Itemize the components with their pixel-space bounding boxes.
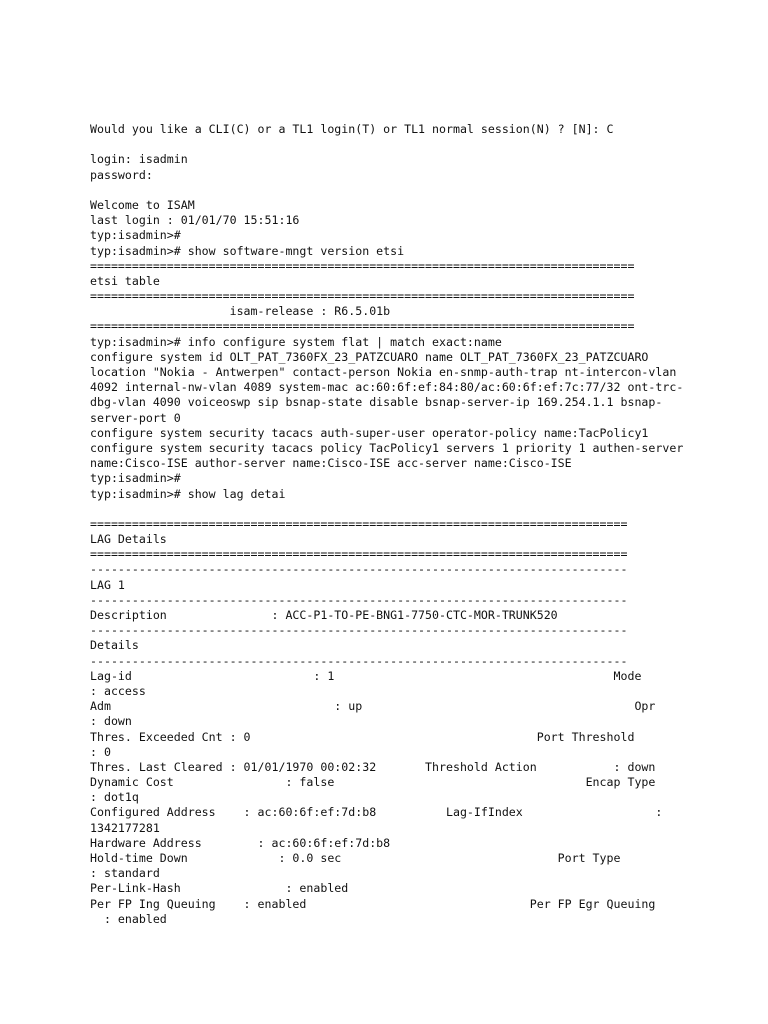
terminal-line: ============================================================================== — [90, 258, 635, 273]
terminal-line: Would you like a CLI(C) or a TL1 login(T) or TL1 normal session(N) ? [N]: C — [90, 122, 614, 136]
terminal-line: Description : ACC-P1-TO-PE-BNG1-7750-CTC-MOR-TRUNK520 — [90, 608, 558, 622]
terminal-line: configure system security tacacs policy TacPolicy1 servers 1 priority 1 authen-server — [90, 440, 684, 455]
terminal-line: ----------------------------------------------------------------------------- — [90, 592, 628, 607]
terminal-line: typ:isadmin># show software-mngt version etsi — [90, 243, 405, 258]
terminal-line: typ:isadmin># show lag detai — [90, 486, 286, 501]
terminal-line: Per FP Ing Queuing : enabled Per FP Egr Queuing — [90, 896, 656, 911]
terminal-line: : down — [90, 714, 132, 729]
terminal-line: : enabled — [90, 911, 167, 926]
terminal-line: Thres. Last Cleared : 01/01/1970 00:02:32 Threshold Action : down — [90, 759, 656, 774]
terminal-line: Thres. Exceeded Cnt : 0 Port Threshold — [90, 729, 635, 744]
terminal-line — [90, 137, 750, 152]
terminal-line: Dynamic Cost : false Encap Type — [90, 775, 656, 790]
terminal-line: ----------------------------------------------------------------------------- — [90, 623, 628, 638]
terminal-line: typ:isadmin># — [90, 471, 181, 486]
terminal-line: ----------------------------------------------------------------------------- — [90, 562, 628, 577]
terminal-line: server-port 0 — [90, 410, 181, 425]
terminal-line: ============================================================================== — [90, 289, 635, 304]
terminal-line: Hardware Address : ac:60:6f:ef:7d:b8 — [90, 835, 391, 850]
terminal-line: isam-release : R6.5.01b — [90, 304, 391, 319]
terminal-line: : standard — [90, 866, 160, 881]
terminal-line: Hold-time Down : 0.0 sec Port Type — [90, 851, 621, 865]
terminal-line: Configured Address : ac:60:6f:ef:7d:b8 Lag-IfIndex : — [90, 805, 663, 820]
terminal-line: typ:isadmin># — [90, 228, 181, 243]
terminal-line: password: — [90, 167, 153, 182]
terminal-line: configure system security tacacs auth-super-user operator-policy name:TacPolicy1 — [90, 425, 649, 440]
terminal-line: 4092 internal-nw-vlan 4089 system-mac ac:60:6f:ef:84:80/ac:60:6f:ef:7c:77/32 ont-trc- — [90, 380, 684, 395]
terminal-line: : access — [90, 683, 146, 698]
terminal-line: last login : 01/01/70 15:51:16 — [90, 213, 300, 228]
terminal-line: : 0 — [90, 744, 111, 759]
terminal-line: Lag-id : 1 Mode — [90, 668, 642, 683]
terminal-line — [90, 183, 750, 198]
terminal-line: configure system id OLT_PAT_7360FX_23_PATZCUARO name OLT_PAT_7360FX_23_PATZCUARO — [90, 349, 649, 364]
terminal-line: Adm : up Opr — [90, 699, 656, 714]
terminal-line: Per-Link-Hash : enabled — [90, 881, 349, 896]
terminal-line: ============================================================================= — [90, 516, 628, 531]
terminal-line: 1342177281 — [90, 820, 160, 835]
terminal-line: name:Cisco-ISE author-server name:Cisco-ISE acc-server name:Cisco-ISE — [90, 456, 572, 471]
terminal-line — [90, 502, 750, 517]
terminal-line: LAG 1 — [90, 577, 125, 592]
terminal-line: dbg-vlan 4090 voiceoswp sip bsnap-state disable bsnap-server-ip 169.254.1.1 bsnap- — [90, 395, 663, 410]
terminal-line: typ:isadmin># info configure system flat | match exact:name — [90, 334, 502, 349]
terminal-line: Details — [90, 638, 139, 653]
terminal-line: LAG Details — [90, 532, 167, 547]
terminal-line: location "Nokia - Antwerpen" contact-person Nokia en-snmp-auth-trap nt-intercon-vlan — [90, 365, 677, 379]
terminal-line: login: isadmin — [90, 152, 188, 167]
terminal-line: etsi table — [90, 273, 160, 288]
terminal-output — [90, 122, 750, 927]
terminal-line: ============================================================================== — [90, 319, 635, 334]
terminal-line: ============================================================================= — [90, 547, 628, 562]
terminal-line: : dot1q — [90, 790, 139, 805]
terminal-line: Welcome to ISAM — [90, 197, 195, 212]
terminal-line: ----------------------------------------------------------------------------- — [90, 653, 628, 668]
